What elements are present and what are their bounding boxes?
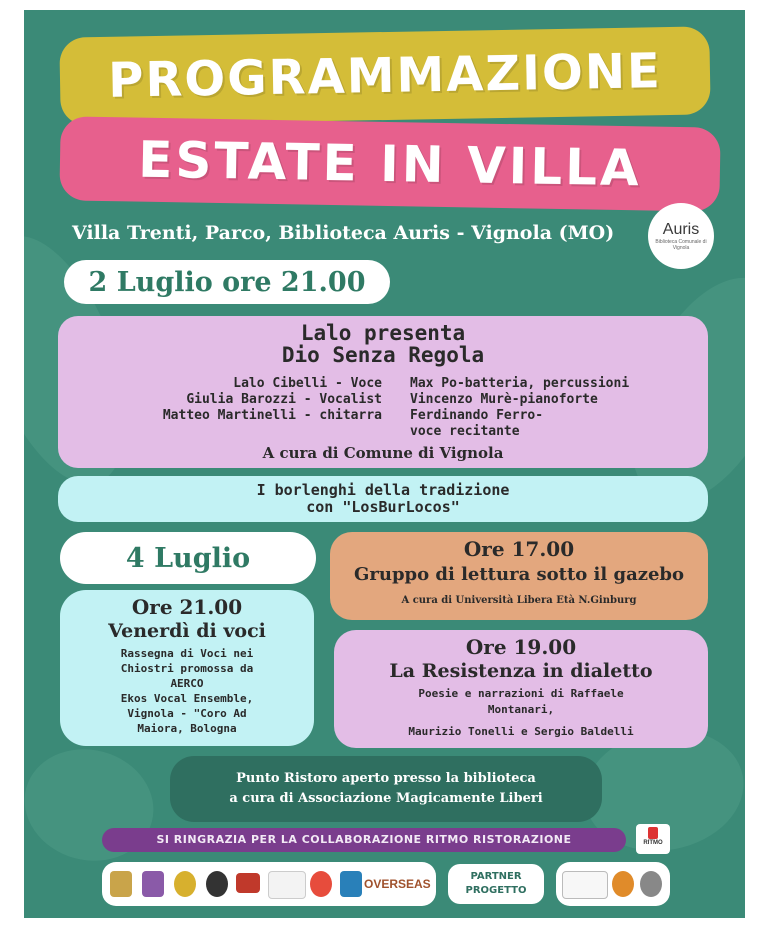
performer: Lalo Cibelli - Voce (233, 376, 382, 391)
sponsor-logo (236, 873, 260, 893)
performer: voce recitante (410, 424, 520, 439)
sponsor-logo (206, 871, 228, 897)
performers-left (68, 376, 382, 424)
auris-logo-subtitle: Biblioteca Comunale di Vignola (655, 239, 707, 251)
sponsor-logo (340, 871, 362, 897)
lettura-title: Gruppo di lettura sotto il gazebo (354, 564, 684, 585)
leaf-decoration (24, 735, 166, 875)
sponsor-logo (142, 871, 164, 897)
performer: Ferdinando Ferro- (410, 408, 544, 423)
thanks-bar: SI RINGRAZIA PER LA COLLABORAZIONE RITMO RISTORAZIONE (102, 828, 626, 852)
food-card-borlenghi (58, 476, 708, 522)
partner-logo (640, 871, 662, 897)
title-banner-yellow (59, 26, 710, 125)
location-text: Villa Trenti, Parco, Biblioteca Auris - Vignola (MO) (72, 222, 615, 244)
event-card-resistenza (334, 630, 708, 748)
politiche-giovanili-logo (612, 871, 634, 897)
event-card-lettura (330, 532, 708, 620)
title-line-2: ESTATE IN VILLA (137, 130, 643, 198)
event-card-lalo (58, 316, 708, 468)
lettura-curator: A cura di Università Libera Età N.Ginburg (401, 595, 637, 606)
resistenza-line: Maurizio Tonelli e Sergio Baldelli (408, 725, 634, 738)
partner-line-1: PARTNER (470, 871, 522, 882)
venerdi-line: Rassegna di Voci nei (120, 647, 254, 660)
venerdi-details (60, 646, 314, 736)
date-pill-2-luglio: 2 Luglio ore 21.00 (64, 260, 390, 304)
comune-vignola-logo (110, 871, 132, 897)
ritmo-logo (636, 824, 670, 854)
resistenza-line: Poesie e narrazioni di Raffaele (418, 687, 624, 700)
resistenza-title: La Resistenza in dialetto (389, 660, 653, 682)
food-line-1: I borlenghi della tradizione (256, 481, 510, 499)
universita-popolare-logo (268, 871, 306, 899)
overseas-logo: OVERSEAS (364, 877, 431, 891)
event-card-venerdi (60, 590, 314, 746)
resistenza-line: Montanari, (487, 703, 555, 716)
venerdi-line: Ekos Vocal Ensemble, (120, 692, 254, 705)
auris-logo-name: Auris (662, 221, 700, 238)
partner-label (448, 864, 544, 904)
food-line-2: con "LosBurLocos" (306, 498, 460, 516)
performer: Matteo Martinelli - chitarra (162, 408, 382, 423)
event-title-line-2: Dio Senza Regola (281, 343, 485, 367)
date-pill-4-luglio: 4 Luglio (60, 532, 316, 584)
sponsor-logo (310, 871, 332, 897)
title-line-1: PROGRAMMAZIONE (107, 43, 663, 109)
resistenza-details (334, 686, 708, 740)
performer: Giulia Barozzi - Vocalist (186, 392, 382, 407)
venerdi-line: Chiostri promossa da (120, 662, 254, 675)
ristoro-box (170, 756, 602, 822)
auris-logo (648, 203, 714, 269)
lettura-time: Ore 17.00 (463, 537, 575, 561)
venerdi-line: AERCO (170, 677, 204, 690)
terre-di-castelli-logo (562, 871, 608, 899)
performer: Max Po-batteria, percussioni (410, 376, 630, 391)
venerdi-line: Maiora, Bologna (137, 722, 237, 735)
event-curator: A cura di Comune di Vignola (262, 444, 504, 462)
title-banner-pink (59, 116, 720, 212)
ritmo-logo-text: RITMO (643, 840, 663, 846)
venerdi-title: Venerdì di voci (108, 620, 266, 642)
sponsor-logo (174, 871, 196, 897)
ritmo-mark-icon (648, 827, 658, 839)
ristoro-line-1: Punto Ristoro aperto presso la biblioteca (236, 771, 536, 786)
performers-right (410, 376, 706, 440)
resistenza-time: Ore 19.00 (465, 635, 577, 659)
partner-line-2: PROGETTO (465, 885, 527, 896)
event-title-line-1: Lalo presenta (300, 321, 466, 345)
venerdi-time: Ore 21.00 (131, 595, 243, 619)
ristoro-line-2: a cura di Associazione Magicamente Liberi (229, 791, 543, 806)
sponsor-strip (102, 862, 436, 906)
venerdi-line: Vignola - "Coro Ad (127, 707, 247, 720)
performer: Vincenzo Murè-pianoforte (410, 392, 598, 407)
poster (24, 10, 745, 918)
partner-logos (556, 862, 670, 906)
